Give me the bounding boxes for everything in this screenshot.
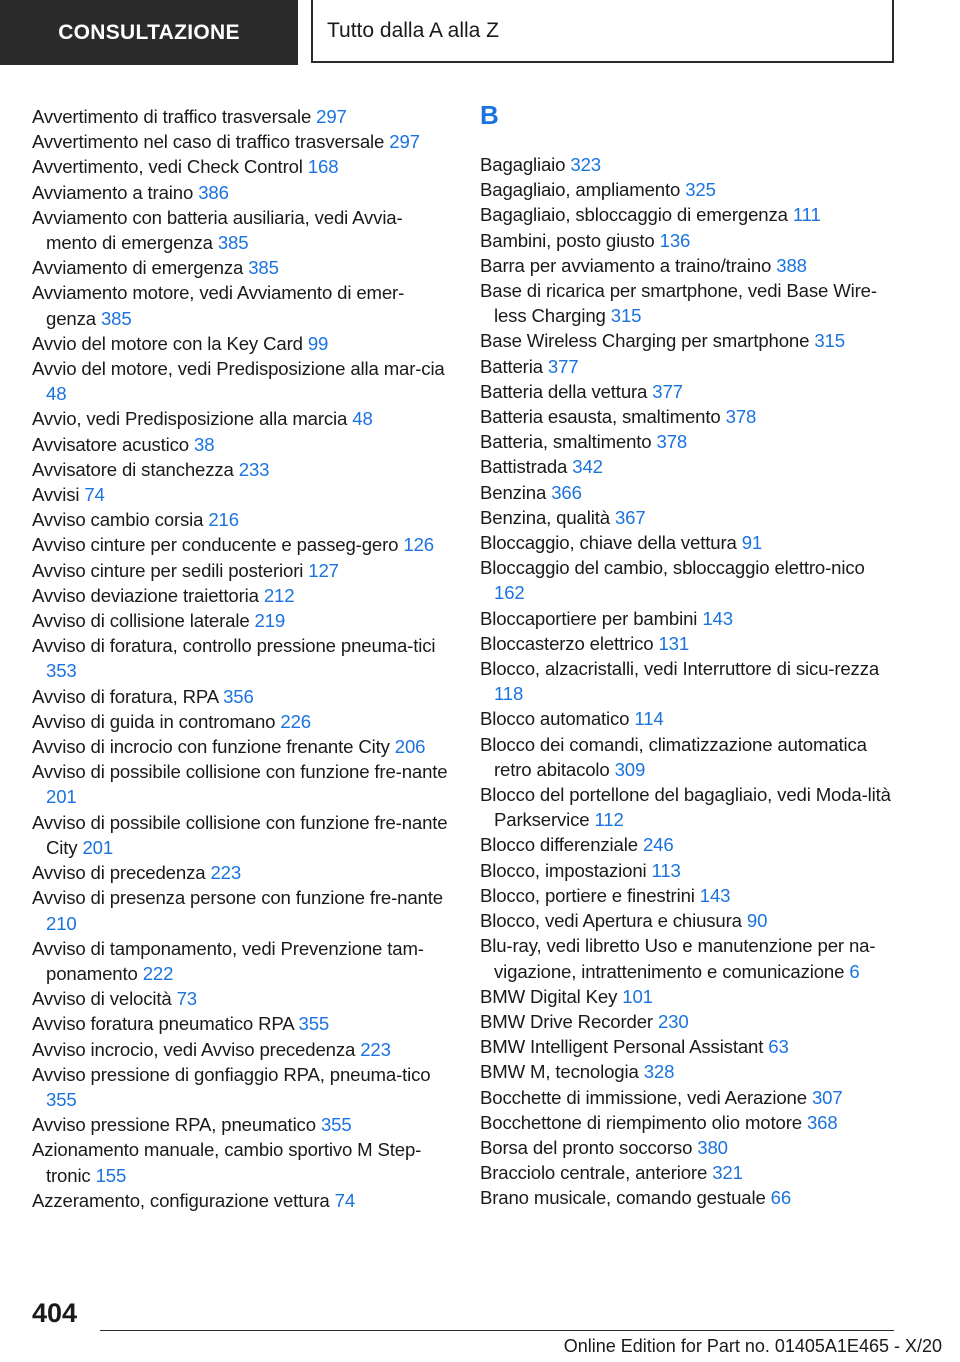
page-reference-link[interactable]: 315 <box>814 330 845 352</box>
index-entry <box>480 1034 900 1059</box>
index-entry-text: Bloccaportiere per bambini <box>480 607 698 629</box>
index-entry <box>32 1188 452 1213</box>
page-reference-link[interactable]: 112 <box>594 809 624 831</box>
index-entry-text: Blocco automatico <box>480 708 630 730</box>
section-label: CONSULTAZIONE <box>58 20 240 44</box>
index-entry-text: Bagagliaio, sbloccaggio di emergenza <box>480 204 788 226</box>
index-entry-text: Avviso di tamponamento, vedi Prevenzione tam-ponamento <box>32 937 424 984</box>
index-entry <box>32 104 452 129</box>
page-reference-link[interactable]: 143 <box>702 607 733 629</box>
index-entry-text: Avviamento a traino <box>32 181 194 203</box>
page-reference-link[interactable]: 222 <box>142 962 174 984</box>
index-entry-text: Avvio, vedi Predisposizione alla marcia <box>32 408 348 430</box>
index-entry-text: Batteria esausta, smaltimento <box>480 406 721 428</box>
index-entry <box>32 633 452 683</box>
index-entry <box>32 432 452 457</box>
index-entry-text: Blocco, impostazioni <box>480 859 647 881</box>
index-entry-text: Avviso foratura pneumatico RPA <box>32 1013 294 1035</box>
index-entry-text: Avviso pressione di gonfiaggio RPA, pneuma-tico <box>32 1063 431 1085</box>
index-entry-text: Avviso cambio corsia <box>32 509 204 531</box>
index-entry <box>32 810 452 860</box>
index-entry-text: Avviso di velocità <box>32 988 172 1010</box>
page-reference-link[interactable]: 226 <box>280 710 311 732</box>
page-reference-link[interactable]: 353 <box>46 660 77 682</box>
footer-edition: Online Edition for Part no. 01405A1E465 - X/20 <box>563 1336 942 1356</box>
page-reference-link[interactable]: 323 <box>570 154 601 175</box>
index-letter-heading: B <box>480 100 499 130</box>
index-entry-text: Benzina <box>480 481 547 503</box>
index-entry-text: Blocco, portiere e finestrini <box>480 884 695 906</box>
index-entry-text: Batteria <box>480 355 543 377</box>
index-entry <box>32 406 452 431</box>
page-reference-link[interactable]: 219 <box>254 610 286 632</box>
page-reference-link[interactable]: 223 <box>210 862 242 884</box>
index-column-left <box>32 104 452 1213</box>
index-entry-text: Avviso cinture per conducente e passeg-gero <box>32 534 399 556</box>
index-entry <box>480 606 900 631</box>
index-entry-text: Avviso di precedenza <box>32 862 206 884</box>
page-reference-link[interactable]: 48 <box>46 383 67 405</box>
index-entry <box>480 1160 900 1185</box>
index-entry <box>480 228 900 253</box>
index-entry-text: Avviamento di emergenza <box>32 257 244 279</box>
page-reference-link[interactable]: 38 <box>194 433 215 455</box>
index-entry-text: Bambini, posto giusto <box>480 229 655 251</box>
page-reference-link[interactable]: 73 <box>176 988 197 1010</box>
page-number: 404 <box>32 1298 78 1328</box>
index-entry-text: Borsa del pronto soccorso <box>480 1136 693 1158</box>
page-reference-link[interactable]: 325 <box>685 179 716 201</box>
index-entry <box>480 631 900 656</box>
page-reference-link[interactable]: 355 <box>298 1013 330 1035</box>
index-entry-text: Bracciolo centrale, anteriore <box>480 1162 708 1184</box>
index-entry <box>32 1037 452 1062</box>
page-reference-link[interactable]: 111 <box>792 204 821 226</box>
page-reference-link[interactable]: 246 <box>642 834 674 856</box>
page-reference-link[interactable]: 143 <box>699 884 731 906</box>
page-reference-link[interactable]: 378 <box>725 406 757 428</box>
page-reference-link[interactable]: 74 <box>334 1189 356 1211</box>
index-entry-text: Base di ricarica per smartphone, vedi Base Wire-less Charging <box>480 280 877 327</box>
index-entry-text: Azzeramento, configurazione vettura <box>32 1189 330 1211</box>
index-entry <box>32 154 452 179</box>
index-entry-text: Benzina, qualità <box>480 506 610 528</box>
index-entry-text: Blocco differenziale <box>480 834 638 856</box>
page-reference-link[interactable]: 230 <box>657 1010 689 1032</box>
index-entry <box>480 404 900 429</box>
index-entry <box>480 177 900 202</box>
page-reference-link[interactable]: 48 <box>352 408 373 430</box>
index-entry-text: BMW Digital Key <box>480 985 618 1007</box>
index-entry <box>32 684 452 709</box>
index-entry <box>480 933 900 983</box>
index-entry-text: Avviamento con batteria ausiliaria, vedi Avvia-mento di emergenza <box>32 206 403 254</box>
index-entry <box>480 454 900 479</box>
index-entry-text: Azionamento manuale, cambio sportivo M Step-tronic <box>32 1139 422 1186</box>
index-entry <box>32 507 452 532</box>
index-entry <box>480 1110 900 1135</box>
page-reference-link[interactable]: 99 <box>307 332 329 354</box>
index-entry <box>480 908 900 933</box>
page-reference-link[interactable]: 378 <box>656 431 688 453</box>
page-reference-link[interactable]: 366 <box>551 481 582 503</box>
index-entry-text: Bagagliaio, ampliamento <box>480 179 681 201</box>
index-entry <box>480 883 900 908</box>
page-reference-link[interactable]: 385 <box>248 257 279 279</box>
index-entry-text: Avviso incrocio, vedi Avviso precedenza <box>32 1038 356 1060</box>
index-entry <box>480 354 900 379</box>
index-entry <box>32 583 452 608</box>
index-entry-text: Blocco, vedi Apertura e chiusura <box>480 910 742 932</box>
page-reference-link[interactable]: 380 <box>697 1136 728 1158</box>
index-entry <box>480 1085 900 1110</box>
index-entry <box>32 180 452 205</box>
page-reference-link[interactable]: 101 <box>622 985 653 1007</box>
page-reference-link[interactable]: 297 <box>389 131 420 153</box>
page-reference-link[interactable]: 113 <box>651 859 681 881</box>
index-entry <box>32 356 452 406</box>
index-entry-text: BMW Intelligent Personal Assistant <box>480 1036 764 1058</box>
page-reference-link[interactable]: 328 <box>643 1061 675 1083</box>
page-reference-link[interactable]: 201 <box>46 786 77 808</box>
index-entry <box>480 505 900 530</box>
page-reference-link[interactable]: 321 <box>712 1162 743 1184</box>
index-entry-text: Blocco dei comandi, climatizzazione automatica retro abitacolo <box>480 733 867 780</box>
page-reference-link[interactable]: 126 <box>403 534 434 556</box>
page-reference-link[interactable]: 297 <box>316 106 347 127</box>
index-entry <box>32 1011 452 1036</box>
index-entry <box>32 759 452 809</box>
page-reference-link[interactable]: 6 <box>849 960 860 982</box>
index-entry <box>32 885 452 935</box>
index-entry <box>32 608 452 633</box>
index-entry <box>480 1185 900 1210</box>
index-entry <box>480 555 900 605</box>
index-entry <box>480 656 900 706</box>
page-reference-link[interactable]: 168 <box>307 156 339 178</box>
page-reference-link[interactable]: 377 <box>652 380 683 402</box>
index-entry <box>32 129 452 154</box>
index-entry-text: Avviso di presenza persone con funzione fre-nante <box>32 887 443 909</box>
index-entry <box>32 558 452 583</box>
page-reference-link[interactable]: 307 <box>811 1086 843 1108</box>
index-entry-text: Avviso di foratura, controllo pressione pneuma-tici <box>32 635 436 657</box>
page-reference-link[interactable]: 355 <box>46 1088 77 1110</box>
index-entry <box>32 986 452 1011</box>
page-reference-link[interactable]: 216 <box>208 509 239 531</box>
page-reference-link[interactable]: 342 <box>572 456 603 478</box>
index-entry <box>32 532 452 557</box>
page-reference-link[interactable]: 367 <box>614 506 646 528</box>
page-reference-link[interactable]: 385 <box>100 307 132 329</box>
index-entry-text: Avviso cinture per sedili posteriori <box>32 559 304 581</box>
index-entry <box>480 152 900 177</box>
index-entry <box>480 429 900 454</box>
index-entry <box>32 709 452 734</box>
index-entry <box>32 205 452 255</box>
index-column-right <box>480 100 900 1211</box>
index-entry-text: Avviso di guida in contromano <box>32 710 276 732</box>
index-entry <box>32 280 452 330</box>
page-reference-link[interactable]: 377 <box>547 355 579 377</box>
page-reference-link[interactable]: 233 <box>238 458 270 480</box>
index-entry <box>32 936 452 986</box>
index-entry-text: Avviso di collisione laterale <box>32 610 250 632</box>
index-entry-text: Batteria della vettura <box>480 380 648 402</box>
index-list-left <box>32 104 452 1213</box>
index-entry-text: Avvertimento, vedi Check Control <box>32 156 303 178</box>
page-reference-link[interactable]: 114 <box>634 708 664 730</box>
index-entry <box>480 480 900 505</box>
page-reference-link[interactable]: 118 <box>494 683 524 705</box>
index-entry <box>480 530 900 555</box>
index-entry <box>480 379 900 404</box>
index-entry-text: Avviso di foratura, RPA <box>32 685 219 707</box>
page-reference-link[interactable]: 212 <box>263 584 295 606</box>
index-entry-text: Bloccasterzo elettrico <box>480 632 654 654</box>
index-entry <box>480 858 900 883</box>
index-entry <box>32 734 452 759</box>
chapter-header <box>311 0 894 63</box>
page-reference-link[interactable]: 127 <box>308 559 339 581</box>
index-entry-text: Avvio del motore, vedi Predisposizione alla mar-cia <box>32 358 445 380</box>
index-entry-text: Bocchettone di riempimento olio motore <box>480 1111 802 1133</box>
index-entry-text: Avviso di possibile collisione con funzione fre-nante City <box>32 811 448 858</box>
page-reference-link[interactable]: 131 <box>658 632 690 654</box>
index-list-right <box>480 152 900 1211</box>
index-entry <box>480 253 900 278</box>
index-entry <box>32 255 452 280</box>
index-entry <box>32 1062 452 1112</box>
page-reference-link[interactable]: 355 <box>320 1114 352 1136</box>
page-reference-link[interactable]: 201 <box>82 836 114 858</box>
page-reference-link[interactable]: 63 <box>768 1036 789 1058</box>
index-entry-text: Base Wireless Charging per smartphone <box>480 330 810 352</box>
page-reference-link[interactable]: 74 <box>84 484 105 506</box>
page-reference-link[interactable]: 210 <box>46 912 77 934</box>
page-reference-link[interactable]: 386 <box>198 181 229 203</box>
page-reference-link[interactable]: 223 <box>360 1038 391 1060</box>
index-entry-text: Avviso pressione RPA, pneumatico <box>32 1114 316 1136</box>
section-tab <box>0 0 298 65</box>
page-reference-link[interactable]: 90 <box>746 910 768 932</box>
index-entry-text: Avvio del motore con la Key Card <box>32 332 303 354</box>
index-entry-text: Avvisatore di stanchezza <box>32 458 234 480</box>
index-entry-text: Bloccaggio del cambio, sbloccaggio elettro-nico <box>480 557 865 579</box>
index-entry-text: Bloccaggio, chiave della vettura <box>480 532 737 554</box>
index-entry-text: Avvisatore acustico <box>32 433 189 455</box>
index-entry-text: Bagagliaio <box>480 154 566 175</box>
page-reference-link[interactable]: 206 <box>394 736 426 758</box>
page-reference-link[interactable]: 315 <box>610 305 642 327</box>
index-entry-text: Avviso di possibile collisione con funzione fre-nante <box>32 761 448 783</box>
index-entry-text: Barra per avviamento a traino/traino <box>480 254 772 276</box>
index-entry-text: Battistrada <box>480 456 568 478</box>
index-entry <box>480 732 900 782</box>
index-entry <box>480 832 900 857</box>
chapter-title: Tutto dalla A alla Z <box>327 18 499 42</box>
index-entry-text: Blocco del portellone del bagagliaio, vedi Moda-lità Parkservice <box>480 784 891 831</box>
index-entry-text: BMW M, tecnologia <box>480 1061 639 1083</box>
page-reference-link[interactable]: 385 <box>217 232 249 254</box>
index-entry-text: Blocco, alzacristalli, vedi Interruttore di sicu-rezza <box>480 658 880 680</box>
index-entry <box>480 1135 900 1160</box>
index-entry-text: Batteria, smaltimento <box>480 431 652 453</box>
index-entry <box>480 706 900 731</box>
footer-divider <box>100 1330 894 1331</box>
index-entry-text: Avvertimento di traffico trasversale <box>32 106 312 127</box>
index-entry <box>32 331 452 356</box>
page-reference-link[interactable]: 155 <box>95 1164 127 1186</box>
index-entry <box>32 457 452 482</box>
index-entry-text: Brano musicale, comando gestuale <box>480 1187 766 1209</box>
index-entry-text: Bocchette di immissione, vedi Aerazione <box>480 1086 807 1108</box>
page-reference-link[interactable]: 66 <box>770 1187 792 1209</box>
index-entry-text: Avvisi <box>32 484 80 506</box>
index-entry <box>480 202 900 227</box>
index-entry-text: BMW Drive Recorder <box>480 1010 653 1032</box>
page-reference-link[interactable]: 388 <box>776 254 807 276</box>
index-entry <box>32 482 452 507</box>
index-entry <box>32 1112 452 1137</box>
page-reference-link[interactable]: 91 <box>741 532 763 554</box>
page-reference-link[interactable]: 309 <box>614 758 646 780</box>
index-entry <box>480 328 900 353</box>
index-entry-text: Avviamento motore, vedi Avviamento di emer-genza <box>32 282 405 329</box>
index-entry <box>32 860 452 885</box>
index-entry-text: Avviso deviazione traiettoria <box>32 584 259 606</box>
page-reference-link[interactable]: 356 <box>223 685 254 707</box>
index-entry-text: Avviso di incrocio con funzione frenante City <box>32 736 390 758</box>
index-entry <box>480 984 900 1009</box>
page-reference-link[interactable]: 368 <box>806 1111 838 1133</box>
page-reference-link[interactable]: 136 <box>659 229 691 251</box>
index-entry <box>480 782 900 832</box>
index-entry <box>480 1059 900 1084</box>
index-entry-text: Avvertimento nel caso di traffico trasversale <box>32 131 385 153</box>
index-entry <box>480 1009 900 1034</box>
index-entry <box>32 1137 452 1187</box>
page-reference-link[interactable]: 162 <box>494 582 525 604</box>
index-entry-text: Blu-ray, vedi libretto Uso e manutenzione per na-vigazione, intrattenimento e comunicazione <box>480 935 876 982</box>
index-entry <box>480 278 900 328</box>
